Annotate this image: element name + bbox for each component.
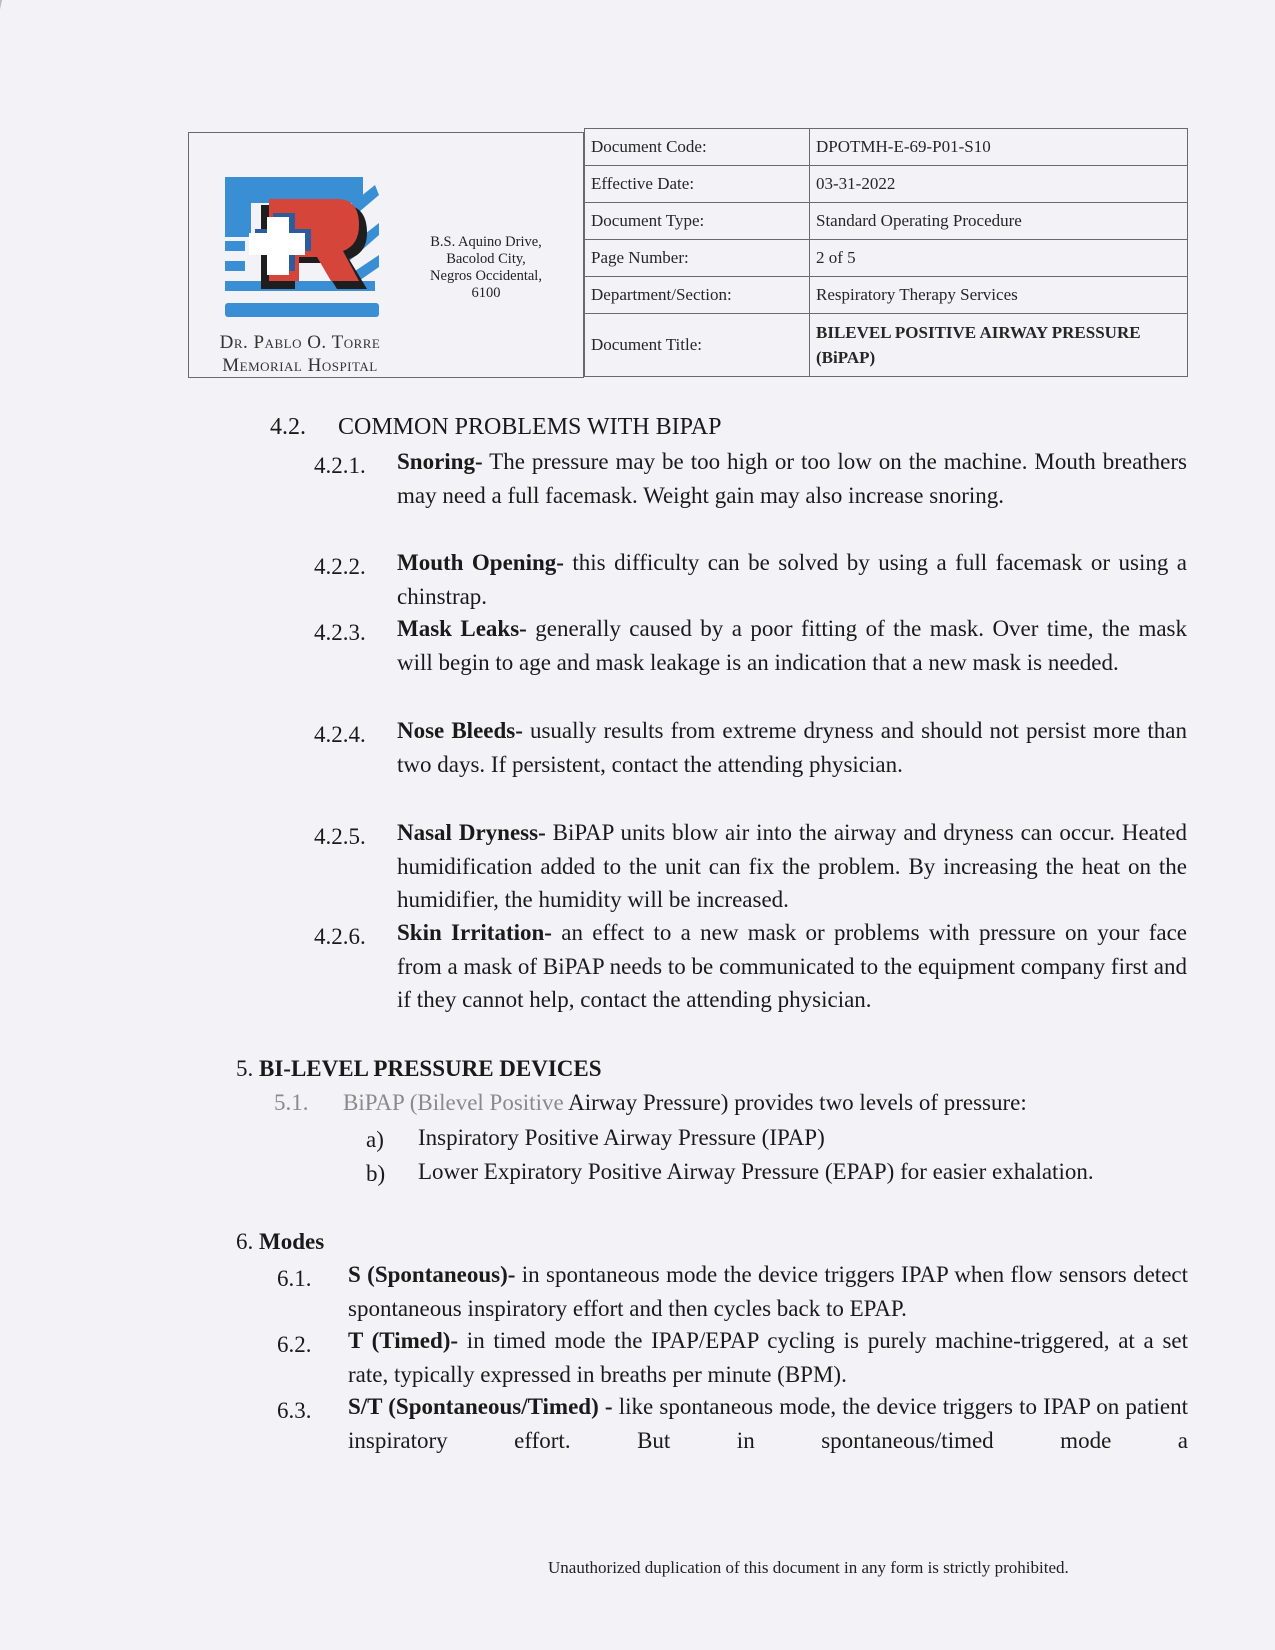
section-6-heading xyxy=(236,1225,324,1259)
item-text xyxy=(397,816,1187,917)
meta-label: Department/Section: xyxy=(585,277,810,314)
item-number: 4.2.6. xyxy=(314,924,366,949)
item-number: 6.2. xyxy=(277,1332,312,1357)
address-line: Bacolod City, xyxy=(446,251,526,267)
item-body: usually results from extreme dryness and should not persist more than two days. If persistent, contact the attending physician. xyxy=(397,718,1187,777)
item-number: 4.2.3. xyxy=(314,620,366,645)
item-number: 5.1. xyxy=(274,1090,309,1115)
meta-label: Page Number: xyxy=(585,240,810,277)
meta-value: Respiratory Therapy Services xyxy=(810,277,1188,314)
meta-value: 03-31-2022 xyxy=(810,166,1188,203)
section-number: 4.2. xyxy=(270,414,306,440)
meta-label: Document Code: xyxy=(585,129,810,166)
item-term: Skin Irritation- xyxy=(397,920,552,945)
item-body: like spontaneous mode, the device triggers to IPAP on patient inspiratory effort. But in spontaneous/timed mode a xyxy=(348,1394,1188,1453)
item-number: 4.2.1. xyxy=(314,453,366,478)
item-term: Snoring- xyxy=(397,449,483,474)
meta-value: DPOTMH-E-69-P01-S10 xyxy=(810,129,1188,166)
item-term: T (Timed)- xyxy=(348,1328,459,1353)
footer-notice: Unauthorized duplication of this document in any form is strictly prohibited. xyxy=(548,1558,1069,1577)
section-title: COMMON PROBLEMS WITH BIPAP xyxy=(338,414,722,440)
list-marker: a) xyxy=(366,1127,384,1152)
list-marker: b) xyxy=(366,1161,386,1186)
list-text: Lower Expiratory Positive Airway Pressure (EPAP) for easier exhalation. xyxy=(418,1159,1094,1184)
faded-text: BiPAP (Bilevel Positive xyxy=(343,1090,564,1115)
address-line: 6100 xyxy=(471,285,501,301)
item-term: Mask Leaks- xyxy=(397,616,527,641)
item-body: in spontaneous mode the device triggers IPAP when flow sensors detect spontaneous inspiratory effort and then cycles back to EPAP. xyxy=(348,1262,1189,1321)
item-text xyxy=(397,445,1187,512)
section-5-1-text xyxy=(343,1086,1027,1120)
item-number: 4.2.2. xyxy=(314,554,366,579)
item-text xyxy=(397,546,1187,613)
meta-label: Document Type: xyxy=(585,203,810,240)
hospital-name-line-1: Dr. Pablo O. Torre xyxy=(219,332,381,353)
item-number: 4.2.5. xyxy=(314,824,366,849)
item-text xyxy=(397,612,1187,679)
item-body: this difficulty can be solved by using a full facemask or using a chinstrap. xyxy=(397,550,1187,609)
item-term: S/T (Spontaneous/Timed) - xyxy=(348,1394,613,1419)
item-text xyxy=(397,916,1187,1017)
section-number: 5. xyxy=(236,1056,254,1081)
address-line: B.S. Aquino Drive, xyxy=(430,234,542,250)
item-text xyxy=(348,1390,1188,1457)
item-term: Nose Bleeds- xyxy=(397,718,523,743)
address-line: Negros Occidental, xyxy=(430,268,542,284)
item-term: S (Spontaneous)- xyxy=(348,1262,516,1287)
item-body: generally caused by a poor fitting of the mask. Over time, the mask will begin to age and mask leakage is an indication that a new mask is needed. xyxy=(397,616,1187,675)
section-5-1 xyxy=(274,1086,309,1120)
meta-value-document-title: BILEVEL POSITIVE AIRWAY PRESSURE (BiPAP) xyxy=(810,314,1188,377)
item-text xyxy=(397,714,1187,781)
list-text: Inspiratory Positive Airway Pressure (IPAP) xyxy=(418,1125,825,1150)
item-number: 6.1. xyxy=(277,1266,312,1291)
item-text xyxy=(348,1258,1188,1325)
item-body: The pressure may be too high or too low on the machine. Mouth breathers may need a full facemask. Weight gain may also increase snoring. xyxy=(397,449,1187,508)
item-number: 4.2.4. xyxy=(314,722,366,747)
section-number: 6. xyxy=(236,1229,254,1254)
item-body: Airway Pressure) provides two levels of pressure: xyxy=(563,1090,1027,1115)
item-number: 6.3. xyxy=(277,1398,312,1423)
item-body: an effect to a new mask or problems with pressure on your face from a mask of BiPAP needs to be communicated to the equipment company first and if they cannot help, contact the attending physician. xyxy=(397,920,1187,1012)
item-term: Mouth Opening- xyxy=(397,550,564,575)
item-text xyxy=(348,1324,1188,1391)
section-title: Modes xyxy=(259,1229,325,1254)
meta-label: Document Title: xyxy=(585,314,810,377)
meta-value: Standard Operating Procedure xyxy=(810,203,1188,240)
item-body: in timed mode the IPAP/EPAP cycling is purely machine-triggered, at a set rate, typically expressed in breaths per minute (BPM). xyxy=(348,1328,1188,1387)
item-term: Nasal Dryness- xyxy=(397,820,546,845)
meta-label: Effective Date: xyxy=(585,166,810,203)
meta-value: 2 of 5 xyxy=(810,240,1188,277)
item-body: BiPAP units blow air into the airway and dryness can occur. Heated humidification added to the unit can fix the problem. By increasing the heat on the humidifier, the humidity will be increased. xyxy=(397,820,1187,912)
section-5-heading xyxy=(236,1052,602,1086)
section-4-2-heading xyxy=(270,411,722,445)
hospital-name-line-2: Memorial Hospital xyxy=(222,355,378,376)
section-title: BI-LEVEL PRESSURE DEVICES xyxy=(259,1056,602,1081)
